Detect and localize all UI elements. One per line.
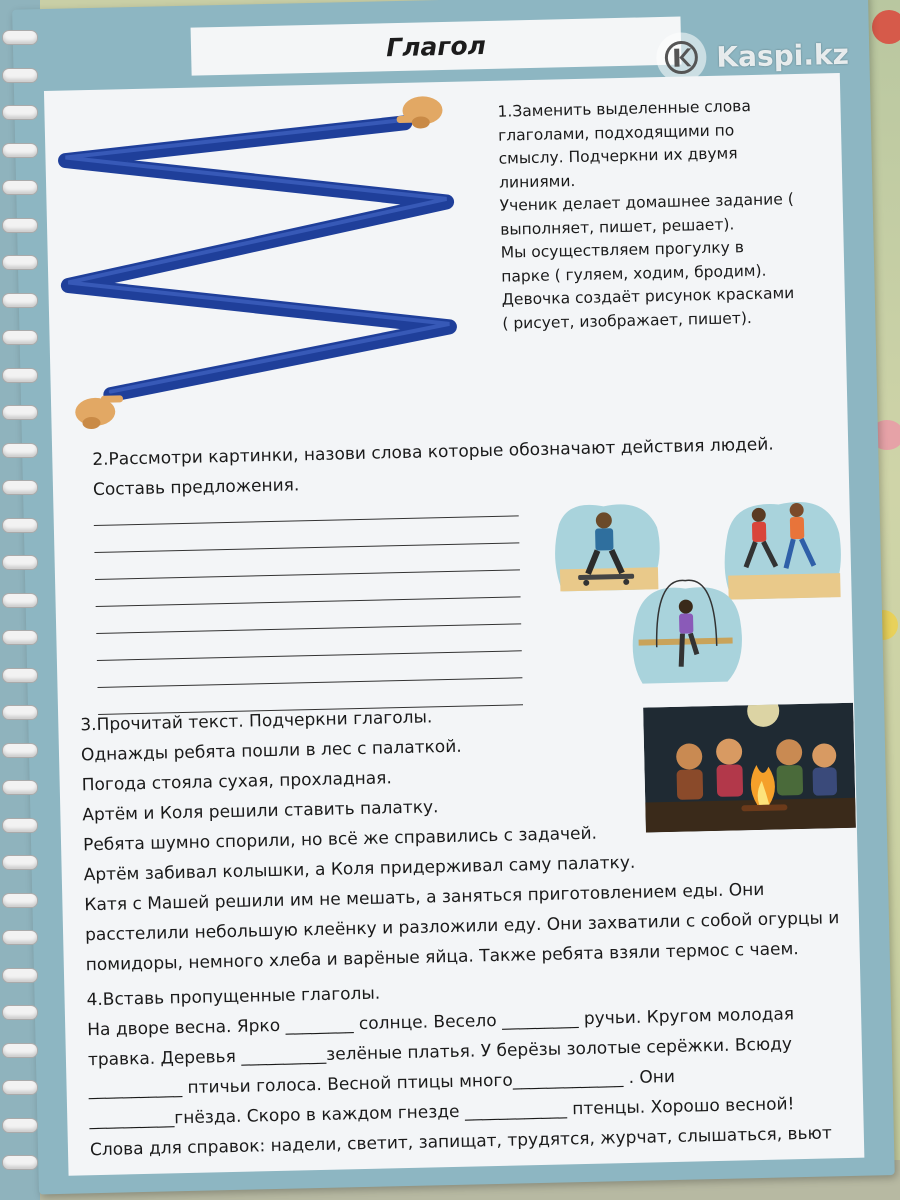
binding-ring	[2, 30, 38, 45]
answer-line[interactable]	[94, 542, 519, 553]
hand-pointer-bottom-icon	[75, 395, 124, 429]
task4-text: 4.Вставь пропущенные глаголы. На дворе весна. Ярко ________ солнце. Весело _________ ручьи. Кругом молодая травка. Деревья __________зелёные платья. У берёзы золотые серёжки. Всюду ___________ птичьи голоса. Весной птицы много_____________ . Они __________гнёзда. Скоро в каждом гнезде ____________ птенцы. Хорошо весной! Слова для справок: надели, светит, запищат, трудятся, журчат, слышаться, вьют	[86, 983, 832, 1161]
binding-ring	[2, 255, 38, 270]
binding-ring	[2, 180, 38, 195]
answer-line[interactable]	[96, 596, 521, 607]
jump-rope-illustration	[625, 575, 747, 688]
binding-ring	[2, 105, 38, 120]
binding-ring	[2, 555, 38, 570]
binding-ring	[2, 630, 38, 645]
answer-line[interactable]	[94, 515, 519, 526]
binding-ring	[2, 855, 38, 870]
binding-ring	[2, 1043, 38, 1058]
binding-ring	[2, 143, 38, 158]
binding-ring	[2, 368, 38, 383]
binding-ring	[2, 780, 38, 795]
binding-ring	[2, 1080, 38, 1095]
zigzag-tracing-graphic	[44, 81, 492, 441]
binding-ring	[2, 443, 38, 458]
worksheet-page	[12, 0, 895, 1194]
answer-line[interactable]	[96, 623, 521, 634]
binding-ring	[2, 1155, 38, 1170]
answer-line[interactable]	[97, 650, 522, 661]
answer-line[interactable]	[97, 677, 522, 688]
task2-heading: 2.Рассмотри картинки, назови слова которые обозначают действия людей. Составь предложения.	[92, 434, 774, 500]
binding-ring	[2, 1118, 38, 1133]
binding-ring	[2, 1005, 38, 1020]
campfire-illustration	[643, 703, 856, 833]
binding-ring	[2, 68, 38, 83]
kaspi-brand-text: Kaspi.kz	[715, 37, 850, 74]
binding-ring	[2, 480, 38, 495]
binding-ring	[2, 518, 38, 533]
binding-ring	[2, 930, 38, 945]
binding-ring	[2, 893, 38, 908]
binding-ring	[2, 218, 38, 233]
binding-ring	[2, 743, 38, 758]
worksheet-sheet	[44, 73, 864, 1176]
page-title: Глагол	[385, 30, 487, 62]
binding-ring	[2, 705, 38, 720]
task3-text: 3.Прочитай текст. Подчеркни глаголы. Однажды ребята пошли в лес с палаткой. Погода стояла сухая, прохладная. Артём и Коля решили ставить палатку. Ребята шумно спорили, но всё же справились с задачей. Артём забивал колышки, а Коля придерживал саму палатку. Катя с Машей решили им не мешать, а заняться приготовлением еды. Они расстелили небольшую клеёнку и разложили еду. Они захватили с собой огурцы и помидоры, немного хлеба и варёные яйца. Также ребята взяли термос с чаем.	[80, 707, 840, 976]
title-box	[191, 17, 682, 76]
binding-ring	[2, 405, 38, 420]
binding-ring	[2, 593, 38, 608]
answer-line[interactable]	[95, 569, 520, 580]
binding-ring	[2, 330, 38, 345]
binding-ring	[2, 668, 38, 683]
binding-ring	[2, 293, 38, 308]
task1-text: 1.Заменить выделенные слова глаголами, подходящими по смыслу. Подчеркни их двумя линиями. Ученик делает домашнее задание ( выполняет, пишет, решает). Мы осуществляем прогулку в парке ( гуляем, ходим, бродим). Девочка создаёт рисунок красками ( рисует, изображает, пишет).	[497, 96, 795, 333]
binding-ring	[2, 968, 38, 983]
spiral-binding	[0, 0, 40, 1200]
binding-ring	[2, 818, 38, 833]
background-decor-red	[872, 10, 900, 44]
